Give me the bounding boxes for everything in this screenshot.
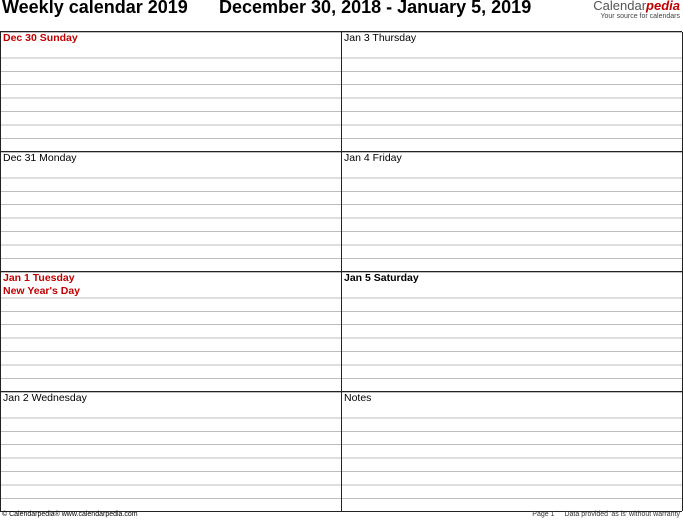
- footer-copyright: © Calendarpedia® www.calendarpedia.com: [2, 511, 138, 518]
- logo-brand: [593, 0, 680, 12]
- day-cell-jan5[interactable]: [342, 271, 682, 391]
- day-cell-jan2[interactable]: [1, 391, 341, 511]
- footer-page: Page 1: [532, 511, 555, 518]
- day-label: Jan 5 Saturday: [344, 272, 419, 284]
- day-cell-dec30[interactable]: [1, 32, 341, 151]
- day-cell-jan4[interactable]: [342, 151, 682, 271]
- logo-brand-accent: pedia: [646, 0, 680, 13]
- day-label: Jan 4 Friday: [344, 152, 402, 164]
- page-footer: [0, 510, 683, 520]
- calendarpedia-logo: [593, 0, 680, 21]
- footer-disclaimer: Data provided 'as is' without warranty: [564, 511, 680, 518]
- day-cell-jan3[interactable]: [342, 32, 682, 151]
- page-header: [0, 0, 683, 31]
- day-cell-jan1[interactable]: [1, 271, 341, 391]
- day-label: Jan 2 Wednesday: [3, 392, 87, 404]
- calendar-grid: [0, 31, 682, 512]
- day-cell-dec31[interactable]: [1, 151, 341, 271]
- date-range: December 30, 2018 - January 5, 2019: [219, 0, 532, 17]
- page-title: Weekly calendar 2019: [2, 0, 188, 17]
- notes-cell[interactable]: [342, 391, 682, 511]
- right-column: [341, 32, 683, 511]
- day-label: Jan 3 Thursday: [344, 32, 417, 44]
- day-label: Dec 30 Sunday: [3, 32, 78, 44]
- holiday-label: New Year's Day: [3, 285, 81, 297]
- footer-right: [522, 510, 680, 520]
- left-column: [0, 32, 341, 511]
- notes-label: Notes: [344, 392, 372, 404]
- day-label: Dec 31 Monday: [3, 152, 77, 164]
- day-label: Jan 1 Tuesday: [3, 272, 75, 284]
- logo-tagline: Your source for calendars: [600, 13, 680, 20]
- logo-brand-main: Calendar: [593, 0, 647, 13]
